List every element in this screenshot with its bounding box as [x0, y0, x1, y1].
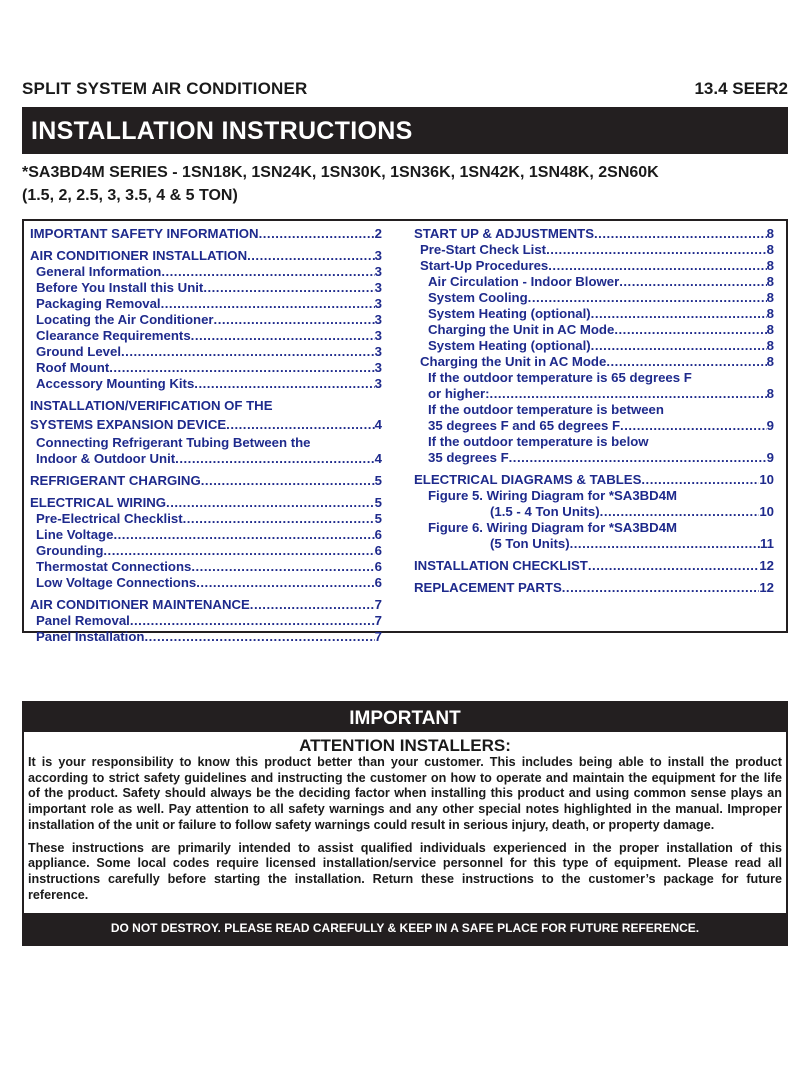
toc-entry[interactable]: Roof Mount ..... 3 [30, 360, 382, 376]
series-models [22, 161, 792, 207]
toc-entry[interactable]: INSTALLATION CHECKLIST ..... 12 [414, 558, 774, 574]
toc-entry[interactable]: Ground Level ..... 3 [30, 344, 382, 360]
toc-entry[interactable]: Indoor & Outdoor Unit ..... 4 [30, 451, 382, 467]
table-of-contents [22, 219, 788, 644]
toc-entry[interactable]: ELECTRICAL DIAGRAMS & TABLES ..... 10 [414, 472, 774, 488]
toc-entry[interactable]: REPLACEMENT PARTS ..... 12 [414, 580, 774, 596]
toc-entry[interactable]: Locating the Air Conditioner ..... 3 [30, 312, 382, 328]
toc-right-column [414, 226, 774, 596]
toc-entry[interactable]: REFRIGERANT CHARGING ..... 5 [30, 473, 382, 489]
toc-entry[interactable]: System Heating (optional) ..... 8 [414, 338, 774, 354]
series-line-1: *SA3BD4M SERIES - 1SN18K, 1SN24K, 1SN30K, 1SN36K, 1SN42K, 1SN48K, 2SN60K [22, 164, 659, 181]
toc-entry[interactable]: (1.5 - 4 Ton Units) ..... 10 [414, 504, 774, 520]
toc-entry[interactable]: AIR CONDITIONER INSTALLATION ..... 3 [30, 248, 382, 264]
important-body [24, 755, 786, 903]
toc-entry-line[interactable]: Figure 6. Wiring Diagram for *SA3BD4M [428, 520, 678, 535]
toc-entry[interactable]: Pre-Electrical Checklist ..... 5 [30, 511, 382, 527]
toc-entry[interactable]: SYSTEMS EXPANSION DEVICE ..... 4 [30, 417, 382, 433]
toc-entry[interactable]: AIR CONDITIONER MAINTENANCE ..... 7 [30, 597, 382, 613]
toc-entry[interactable]: Clearance Requirements ..... 3 [30, 328, 382, 344]
toc-entry-line[interactable]: Connecting Refrigerant Tubing Between the [36, 435, 311, 450]
toc-entry[interactable]: 35 degrees F and 65 degrees F ..... 9 [414, 418, 774, 434]
toc-entry[interactable]: Panel Removal ..... 7 [30, 613, 382, 629]
responsibility-paragraph: It is your responsibility to know this product better than your customer. This includes being able to install the product according to strict safety guidelines and instructing the customer on how to operate and maintain the equipment for the life of the product. Safety should always be the deciding factor when installing this product and using common sense plays an important role as well. Pay attention to all safety warnings and any other special notes highlighted in the manual. Improper installation of the unit or failure to follow safety warnings could result in serious injury, death, or property damage. [28, 755, 782, 832]
toc-entry[interactable]: START UP & ADJUSTMENTS ..... 8 [414, 226, 774, 242]
toc-entry[interactable]: Charging the Unit in AC Mode ..... 8 [414, 354, 774, 370]
toc-entry[interactable]: System Heating (optional) ..... 8 [414, 306, 774, 322]
toc-entry[interactable]: Charging the Unit in AC Mode ..... 8 [414, 322, 774, 338]
product-type: SPLIT SYSTEM AIR CONDITIONER [22, 79, 308, 98]
toc-entry[interactable]: 35 degrees F ..... 9 [414, 450, 774, 466]
toc-entry[interactable]: Grounding ..... 6 [30, 543, 382, 559]
toc-entry[interactable]: General Information ..... 3 [30, 264, 382, 280]
toc-entry[interactable]: Thermostat Connections ..... 6 [30, 559, 382, 575]
toc-entry[interactable]: System Cooling ..... 8 [414, 290, 774, 306]
toc-entry-line[interactable]: INSTALLATION/VERIFICATION OF THE [30, 398, 273, 413]
title-banner: INSTALLATION INSTRUCTIONS [22, 107, 788, 154]
seer-rating: 13.4 SEER2 [694, 79, 788, 98]
toc-entry-line[interactable]: Figure 5. Wiring Diagram for *SA3BD4M [428, 488, 678, 503]
do-not-destroy-notice: DO NOT DESTROY. PLEASE READ CAREFULLY & KEEP IN A SAFE PLACE FOR FUTURE REFERENCE. [24, 913, 786, 944]
toc-entry[interactable]: ELECTRICAL WIRING ..... 5 [30, 495, 382, 511]
toc-entry[interactable]: (5 Ton Units) ..... 11 [414, 536, 774, 552]
toc-entry[interactable]: Air Circulation - Indoor Blower ..... 8 [414, 274, 774, 290]
toc-entry-line[interactable]: If the outdoor temperature is 65 degrees F [428, 370, 692, 385]
toc-entry[interactable]: Pre-Start Check List ..... 8 [414, 242, 774, 258]
toc-entry-line[interactable]: If the outdoor temperature is between [428, 402, 664, 417]
toc-entry[interactable]: Before You Install this Unit ..... 3 [30, 280, 382, 296]
series-line-2: (1.5, 2, 2.5, 3, 3.5, 4 & 5 TON) [22, 187, 238, 204]
toc-entry[interactable]: Start-Up Procedures ..... 8 [414, 258, 774, 274]
toc-entry[interactable]: or higher: ..... 8 [414, 386, 774, 402]
toc-left-column [30, 226, 382, 645]
toc-entry-line[interactable]: If the outdoor temperature is below [428, 434, 649, 449]
toc-entry[interactable]: Panel Installation ..... 7 [30, 629, 382, 645]
attention-heading: ATTENTION INSTALLERS: [299, 736, 511, 755]
toc-entry[interactable]: Line Voltage ..... 6 [30, 527, 382, 543]
important-heading: IMPORTANT [24, 703, 786, 732]
important-box [22, 701, 788, 946]
toc-entry[interactable]: Packaging Removal ..... 3 [30, 296, 382, 312]
toc-entry[interactable]: IMPORTANT SAFETY INFORMATION ..... 2 [30, 226, 382, 242]
toc-entry[interactable]: Accessory Mounting Kits ..... 3 [30, 376, 382, 392]
toc-entry[interactable]: Low Voltage Connections ..... 6 [30, 575, 382, 591]
qualified-paragraph: These instructions are primarily intended to assist qualified individuals experienced in the proper installation of this appliance. Some local codes require licensed installation/service personnel for this type of equipment. Please read all instructions carefully before starting the installation. Return these instructions to the customer’s package for future reference. [28, 840, 782, 902]
